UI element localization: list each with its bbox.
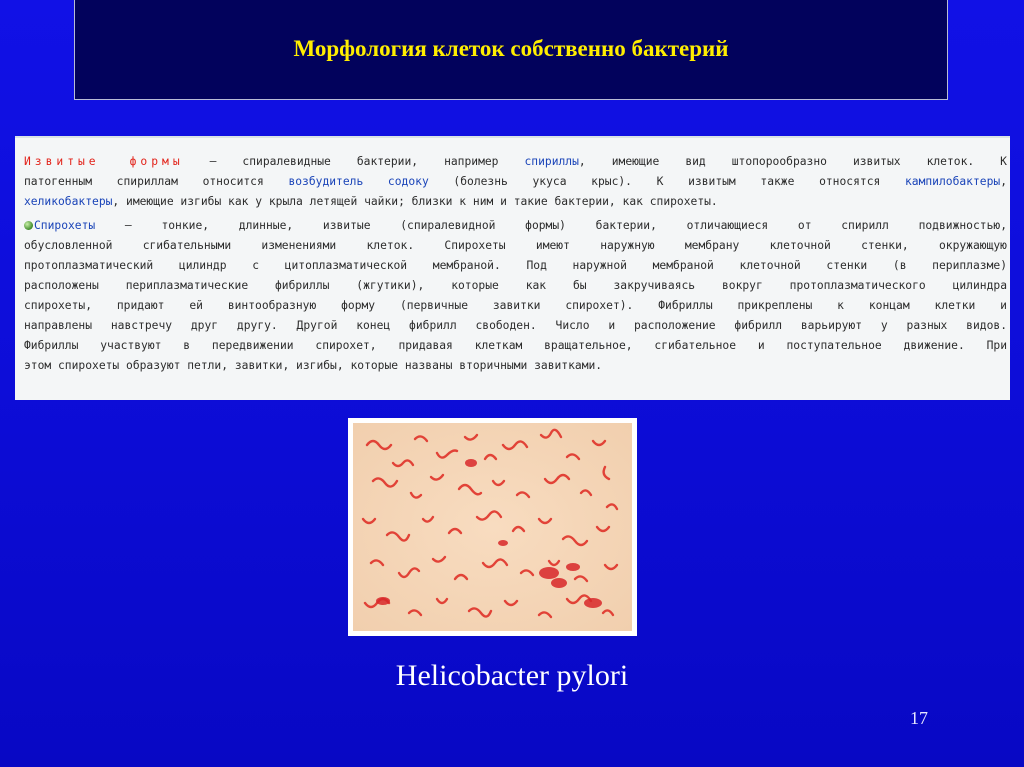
slide-title: Морфология клеток собственно бактерий bbox=[293, 36, 729, 61]
text-panel bbox=[15, 136, 1010, 400]
paragraph-spirochetes: Спирохеты – тонкие, длинные, извитые (спиралевидной формы) бактерии, отличающиеся от спирилл подвижностью, обусловленной сгибательными изменениями клеток. Спирохеты имеют наружную мембрану клеточной стенки, окружающую протоплазматический цилиндр с цитоплазматической мембраной. Под наружной мембраной клеточной стенки (в периплазме) расположены периплазматические фибриллы (жгутики), которые как бы закручиваясь вокруг протоплазматического цилиндра спирохеты, придают ей винтообразную форму (первичные завитки спирохет). Фибриллы прикреплены к концам клетки и направлены навстречу друг другу. Другой конец фибрилл свободен. Число и расположение фибрилл варьируют у разных видов. Фибриллы участвуют в передвижении спирохет, придавая клеткам вращательное, сгибательное и поступательное движение. При этом спирохеты образуют петли, завитки, изгибы, которые названы вторичными завитками. bbox=[24, 219, 1007, 372]
link-spirilla[interactable]: спириллы bbox=[524, 155, 579, 168]
title-box bbox=[74, 0, 948, 100]
term-curved-forms: Извитые формы bbox=[24, 155, 184, 168]
link-campylobacter[interactable]: кампилобактеры bbox=[904, 175, 1001, 188]
link-sodoku-agent[interactable]: возбудитель содоку bbox=[288, 175, 429, 188]
green-sphere-bullet-icon bbox=[24, 221, 33, 230]
link-spirochetes[interactable]: Спирохеты bbox=[34, 219, 96, 232]
link-helicobacter[interactable]: хеликобактеры bbox=[24, 195, 113, 208]
page-number: 17 bbox=[910, 708, 928, 728]
paragraph-curved-forms: Извитые формы – спиралевидные бактерии, например спириллы, имеющие вид штопорообразно извитых клеток. К патогенным спириллам относится возбудитель содоку (болезнь укуса крыс). К извитым также относятся кампилобактеры, хеликобактеры, имеющие изгибы как у крыла летящей чайки; близки к ним и такие бактерии, как спирохеты. bbox=[24, 155, 1007, 208]
helicobacter-micrograph bbox=[353, 423, 632, 631]
image-caption: Helicobacter pylori bbox=[395, 659, 629, 692]
micrograph-frame bbox=[348, 418, 637, 636]
